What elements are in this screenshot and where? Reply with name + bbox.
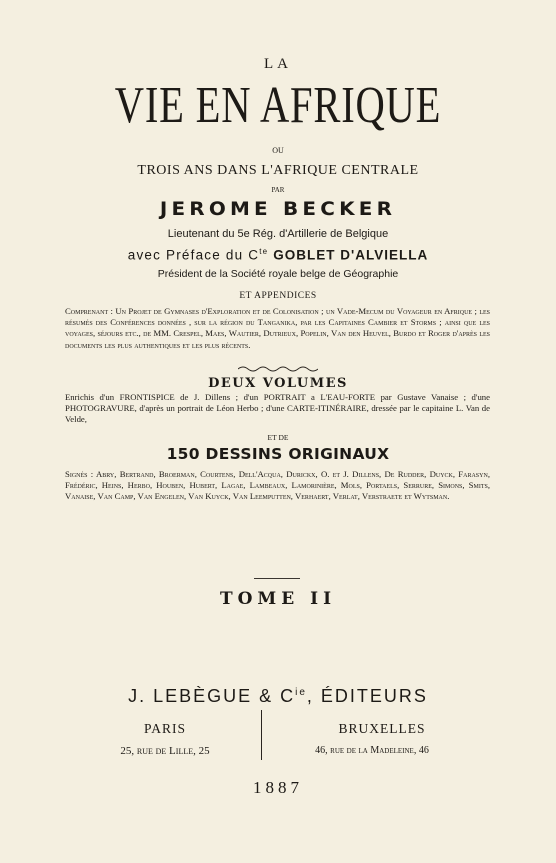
publisher-prefix: J. LEBÈGUE & C — [128, 686, 296, 706]
preface-sup: te — [259, 247, 269, 256]
subtitle: TROIS ANS DANS L'AFRIQUE CENTRALE — [137, 163, 419, 178]
address-paris: 25, rue de Lille, 25 — [120, 745, 210, 757]
drawings-count: 150 DESSINS ORIGINAUX — [166, 445, 390, 463]
horizontal-rule — [254, 578, 300, 579]
author-name: JEROME BECKER — [159, 198, 397, 220]
preface-role: Président de la Société royale belge de Géographie — [157, 268, 399, 280]
main-title: VIE EN AFRIQUE — [114, 77, 442, 134]
preface-name: GOBLET D'ALVIELLA — [273, 247, 429, 263]
preface-prefix: avec Préface du C — [127, 247, 260, 263]
et-de-label: ET DE — [267, 433, 289, 442]
title-conjunction: OU — [272, 146, 284, 155]
volume-number: TOME II — [219, 589, 337, 609]
publication-year: 1887 — [253, 778, 303, 797]
contents-paragraph: Comprenant : Un Projet de Gymnases d'Exploration et de Colonisation ; un Vade-Mecum du Voyageur en Afrique ; les résumés des Conférences données , sur la région du Tanganika, par les Capitaines Cambier et Storms ; ainsi que les voyages, séjours etc., de MM. Crespel, Maes, Wautier, Dutrieux, Popelin, Van den Heuvel, Burdo et Roger d'après les documents les plus authentiques et les plus récents. — [65, 306, 490, 350]
title-article: LA — [264, 56, 292, 72]
by-label: PAR — [271, 186, 285, 194]
city-bruxelles: BRUXELLES — [338, 721, 426, 736]
city-paris: PARIS — [143, 721, 187, 736]
wavy-ornament-icon — [238, 365, 318, 373]
artists-paragraph: Signés : Abry, Bertrand, Broerman, Courtens, Dell'Acqua, Durickx, O. et J. Dillens, De Rudder, Duyck, Farasyn, Frédéric, Heins, Herbo, Houben, Hubert, Lagae, Lambeaux, Lamorinière, Mols, Portaels, Serrure, Simons, Smits, Vanaise, Van Camp, Van Engelen, Van Kuyck, Van Leemputten, Verhaert, Verlat, Verstraete et Wytsman. — [65, 469, 490, 502]
preface-line — [0, 247, 556, 263]
volumes-label: DEUX VOLUMES — [208, 376, 348, 391]
appendices-label: ET APPENDICES — [239, 291, 317, 301]
illustrations-paragraph: Enrichis d'un FRONTISPICE de J. Dillens ; d'un PORTRAIT a L'EAU-FORTE par Gustave Vanaise ; d'une PHOTOGRAVURE, d'après un portrait de Léon Herbo ; d'une CARTE-ITINÉRAIRE, dressée par le capitaine L. Van de Velde, — [65, 392, 490, 425]
publisher — [0, 686, 556, 707]
address-bruxelles: 46, rue de la Madeleine, 46 — [315, 745, 429, 756]
publisher-sup: ie — [295, 687, 307, 698]
author-rank: Lieutenant du 5e Rég. d'Artillerie de Belgique — [167, 228, 389, 240]
vertical-divider — [261, 710, 262, 760]
publisher-suffix: , ÉDITEURS — [306, 686, 428, 706]
